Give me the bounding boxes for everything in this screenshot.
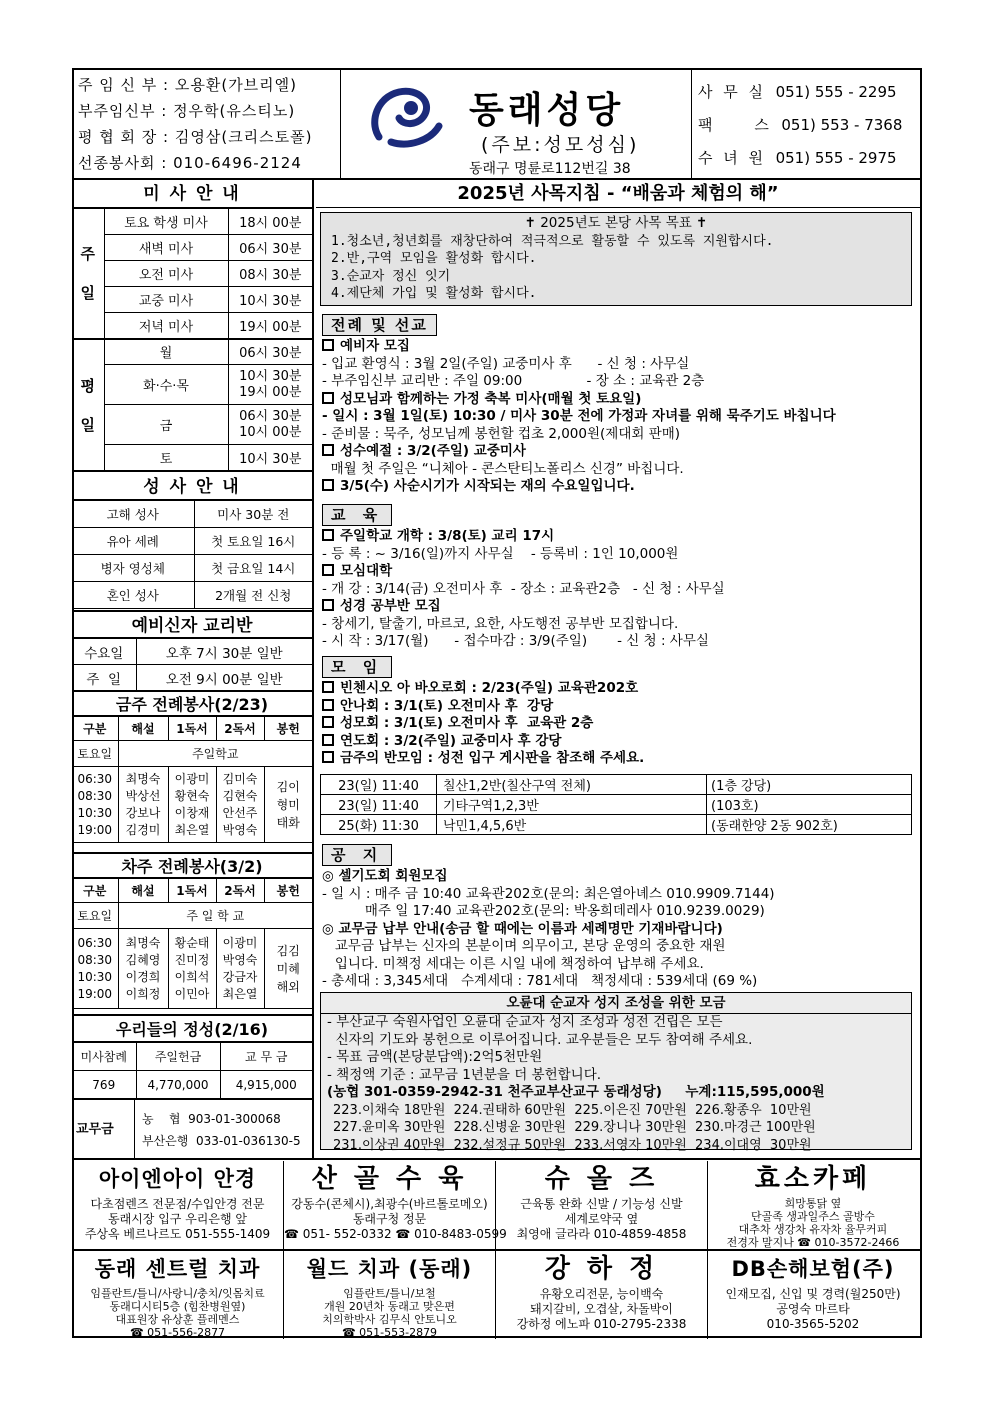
checkbox-square-icon <box>322 699 334 711</box>
first-readers: 황순태 진미정 이희석 이민아 <box>168 929 216 1009</box>
convent-phone: 051) 555 - 2975 <box>775 149 897 167</box>
checkbox-square-icon <box>322 444 334 456</box>
notice-line: 교무금 납부는 신자의 본분이며 의무이고, 본당 운영의 중요한 재원 <box>322 938 726 954</box>
mass-day: 화·수·목 <box>104 365 228 405</box>
bank-account: 부산은행 033-01-036130-5 <box>142 1134 301 1148</box>
sunday-offering: 4,770,000 <box>136 1071 220 1099</box>
offering-table <box>72 1042 312 1099</box>
council-name: 김영삼(크리스토폴) <box>174 128 313 146</box>
notice-line: - 시 작 : 3/17(월) - 접수마감 : 3/9(주일) - 신 청 : 사무실 <box>322 633 709 649</box>
notice-heading <box>322 443 836 461</box>
notice-heading-text: 주일학교 개학 : 3/8(토) 교리 17시 <box>340 528 555 544</box>
donor-line: 223.이채숙 18만원 224.권태하 60만원 225.이은진 70만원 226.황종우 10만원 <box>333 1102 812 1118</box>
header <box>72 68 922 180</box>
notice-heading <box>322 680 644 698</box>
fund-line: 신자의 기도와 봉헌으로 이루어집니다. 교우분들은 모두 참여해 주세요. <box>327 1031 753 1048</box>
section-tag: 모 임 <box>322 656 392 678</box>
checkbox-square-icon <box>322 681 334 693</box>
catechumen-table <box>72 638 312 691</box>
notice-line: - 창세기, 탈출기, 마르코, 요한, 사도행전 공부반 모집합니다. <box>322 615 679 632</box>
sat-label: 토요일 <box>72 741 118 767</box>
notice-line: - 등 록 : ~ 3/16(일)까지 사무실 - 등록비 : 1인 10,000원 <box>322 545 679 562</box>
notice-line: - 부주임신부 교리반 : 주일 09:00 - 장 소 : 교육관 2층 <box>322 373 705 389</box>
ad-line: 단골족 생과일주스 골방수 <box>751 1210 875 1223</box>
col-header: 주일헌금 <box>136 1043 220 1071</box>
convent-label: 수 녀 원 <box>698 149 767 167</box>
offertory: 김김 미혜 해외 <box>264 929 312 1009</box>
notice-heading <box>322 750 644 768</box>
service-this-week-table <box>72 716 312 843</box>
meet-groups: 기타구역1,2,3반 <box>437 795 707 815</box>
attendance-count: 769 <box>72 1071 136 1099</box>
notice-heading-text: 빈첸시오 아 바오로회 : 2/23(주일) 교육관202호 <box>340 680 639 696</box>
mass-name: 저녁 미사 <box>104 313 228 339</box>
commentators: 최명숙 김혜영 이경희 이희정 <box>118 929 168 1009</box>
ad-line: 동래시장 입구 우리은행 앞 <box>108 1212 247 1226</box>
sacrament-table <box>72 500 312 609</box>
notice-line: - 일 시 : 매주 금 10:40 교육관202호(문의: 최은열아녜스 010.9909.7144) <box>322 885 775 902</box>
left-column <box>72 180 314 1158</box>
notice-heading-text: 성경 공부반 모집 <box>340 598 441 614</box>
notice-line: 매월 첫 주일은 “니체아 - 콘스탄티노폴리스 신경” 바칩니다. <box>322 460 684 477</box>
col-header: 해설 <box>118 717 168 741</box>
ad-block <box>708 1161 918 1249</box>
sat-value: 주 일 학 교 <box>118 903 312 929</box>
offering-title: 우리들의 정성(2/16) <box>72 1014 312 1042</box>
header-left <box>78 72 338 176</box>
ad-title: 월드 치과 (동래) <box>306 1257 473 1281</box>
main-title: 2025년 사목지침 - “배움과 체험의 해” <box>316 180 920 208</box>
ad-line: 강하정 에노파 010-2795-2338 <box>516 1317 687 1331</box>
mass-day: 금 <box>104 405 228 445</box>
notice-heading-text: 연도회 : 3/2(주일) 교중미사 후 강당 <box>340 732 562 749</box>
ad-block <box>496 1161 708 1249</box>
notice-line: 매주 일 17:40 교육관202호(문의: 박옹희데레사 010.9239.0029) <box>322 903 765 919</box>
checkbox-square-icon <box>322 751 334 763</box>
notice-heading <box>322 478 836 496</box>
first-readers: 이광미 황현숙 이창재 최은열 <box>168 767 216 843</box>
notice-heading-text: 성모님과 함께하는 가정 축복 미사(매월 첫 토요일) <box>340 390 642 407</box>
checkbox-square-icon <box>322 479 334 491</box>
ad-line: 전경자 말지나 ☎ 010-3572-2466 <box>726 1236 900 1249</box>
col-header: 1독서 <box>168 879 216 903</box>
checkbox-square-icon <box>322 734 334 746</box>
ad-title: 아이엔아이 안경 <box>98 1167 257 1191</box>
section-tag: 교 육 <box>322 504 392 526</box>
ad-title: 강 하 정 <box>544 1254 659 1284</box>
notice-heading-text: 모심대학 <box>340 563 393 579</box>
ad-line: 공영숙 마르타 <box>776 1302 850 1316</box>
class-day: 수요일 <box>72 639 136 665</box>
council-label: 평 협 회 장 : <box>78 128 170 146</box>
header-right <box>698 76 918 175</box>
mass-table <box>72 208 312 471</box>
ad-line: 대표원장 유상훈 플레멘스 <box>115 1313 240 1326</box>
service-times: 06:30 08:30 10:30 19:00 <box>72 929 118 1009</box>
ad-title: 슈 올 즈 <box>544 1164 659 1194</box>
bank-account: 농 협 903-01-300068 <box>142 1112 281 1126</box>
offertory: 김이 형미 태화 <box>264 767 312 843</box>
funeral-phone: 010-6496-2124 <box>173 154 302 172</box>
col-header: 봉헌 <box>264 717 312 741</box>
ad-line: 돼지갈비, 오겹살, 차돌박이 <box>530 1302 673 1316</box>
sat-label: 토요일 <box>72 903 118 929</box>
col-header: 구분 <box>72 717 118 741</box>
mary-logo-icon <box>369 82 445 152</box>
checkbox-square-icon <box>322 339 334 351</box>
sacrament-time: 첫 금요일 14시 <box>194 555 312 582</box>
commentators: 최명숙 박상선 강보나 김경미 <box>118 767 168 843</box>
ad-block <box>708 1251 918 1339</box>
mass-time: 19시 00분 <box>228 313 312 339</box>
main-column <box>316 180 920 1158</box>
ad-line: 인재모집, 신입 및 경력(월250만) <box>725 1287 901 1301</box>
checkbox-square-icon <box>322 529 334 541</box>
checkbox-square-icon <box>322 599 334 611</box>
notice-line: ◎ 셀기도회 회원모집 <box>322 868 448 884</box>
ad-title: 동래 센트럴 치과 <box>94 1257 261 1281</box>
mass-time: 06시 30분 <box>228 235 312 261</box>
section-tag: 공 지 <box>322 844 392 866</box>
ad-block <box>72 1251 284 1339</box>
service-times: 06:30 08:30 10:30 19:00 <box>72 767 118 843</box>
ad-line: 다초점렌즈 전문점/수입안경 전문 <box>90 1197 265 1211</box>
sacrament-time: 2개월 전 신청 <box>194 582 312 609</box>
ad-line: 근육통 완화 신발 / 기능성 신발 <box>520 1197 683 1211</box>
ad-block <box>72 1161 284 1249</box>
second-readers: 김미숙 김현숙 안선주 박영숙 <box>216 767 264 843</box>
sacrament-name: 병자 영성체 <box>72 555 194 582</box>
goal-box <box>320 212 912 306</box>
mass-name: 새벽 미사 <box>104 235 228 261</box>
tithe-amount: 4,915,000 <box>220 1071 312 1099</box>
goal-item: 4.제단체 가입 및 활성화 합시다. <box>331 286 537 301</box>
mass-time: 10시 30분 19시 00분 <box>228 365 312 405</box>
notice-heading <box>322 338 836 356</box>
checkbox-square-icon <box>322 716 334 728</box>
ad-line: 강동수(콘체시),최광수(바르톨로메오) <box>291 1197 488 1211</box>
ads-area <box>72 1158 922 1338</box>
office-label: 사 무 실 <box>698 83 767 101</box>
mass-name: 토요 학생 미사 <box>104 209 228 235</box>
sunday-label: 주 일 <box>72 209 104 339</box>
mass-time: 18시 00분 <box>228 209 312 235</box>
meet-time: 25(화) 11:30 <box>321 815 437 835</box>
tithe-accounts <box>72 1098 312 1156</box>
meet-place: (103호) <box>707 795 912 815</box>
weekday-label: 평 일 <box>72 339 104 471</box>
catechumen-title: 예비신자 교리반 <box>72 610 312 638</box>
ad-block <box>284 1161 507 1249</box>
ad-line: 임플란트/틀니/보철 <box>343 1287 436 1300</box>
section-education <box>322 504 725 651</box>
class-time: 오후 7시 30분 일반 <box>136 639 312 665</box>
donor-line: 231.이상권 40만원 232.설정규 50만원 233.서영자 10만원 234.이대영 30만원 <box>333 1137 812 1153</box>
sacrament-name: 유아 세례 <box>72 528 194 555</box>
mass-name: 교중 미사 <box>104 287 228 313</box>
ad-line: 유황오리전문, 능이백숙 <box>539 1287 664 1301</box>
ad-line: 동래디시티5층 (힘찬병원옆) <box>109 1300 246 1313</box>
section-liturgy <box>322 314 836 496</box>
class-day: 주 일 <box>72 665 136 691</box>
col-header: 1독서 <box>168 717 216 741</box>
ad-title: DB손해보험(주) <box>731 1257 895 1281</box>
mass-name: 오전 미사 <box>104 261 228 287</box>
service-next-week-title: 차주 전례봉사(3/2) <box>72 852 312 878</box>
col-header: 2독서 <box>216 879 264 903</box>
notice-heading <box>322 733 644 751</box>
pastor-name: 오용환(가브리엘) <box>174 76 298 94</box>
notice-heading <box>322 391 836 409</box>
fund-line: - 부산교구 숙원사업인 오륜대 순교자 성지 조성과 성전 건립은 모든 <box>327 1014 723 1030</box>
ad-line: 주상옥 베르나르도 051-555-1409 <box>84 1227 271 1241</box>
meet-place: (1층 강당) <box>707 775 912 795</box>
notice-heading-text: 금주의 반모임 : 성전 입구 게시판을 참조해 주세요. <box>340 750 645 766</box>
mass-time: 10시 30분 <box>228 445 312 471</box>
goal-item: 2.반,구역 모임을 활성화 합시다. <box>331 251 537 266</box>
meet-time: 23(일) 11:40 <box>321 795 437 815</box>
group-meeting-table <box>320 774 912 835</box>
notice-line: - 입교 환영식 : 3월 2일(주일) 교중미사 후 - 신 청 : 사무실 <box>322 355 690 372</box>
notice-heading-text: 예비자 모집 <box>340 338 410 354</box>
meet-time: 23(일) 11:40 <box>321 775 437 795</box>
ad-block <box>284 1251 496 1339</box>
notice-heading <box>322 528 725 546</box>
parish-subtitle: (주보:성모성심) <box>481 134 640 156</box>
donor-line: 227.윤미옥 30만원 228.신병윤 30만원 229.장니나 30만원 230.마경근 100만원 <box>333 1120 816 1135</box>
mass-time: 06시 30분 10시 00분 <box>228 405 312 445</box>
checkbox-square-icon <box>322 564 334 576</box>
notice-heading <box>322 563 725 581</box>
mass-day: 월 <box>104 339 228 365</box>
fund-line: - 목표 금액(본당분담액):2억5천만원 <box>327 1049 543 1065</box>
notice-line: - 개 강 : 3/14(금) 오전미사 후 - 장소 : 교육관2층 - 신 청 : 사무실 <box>322 580 725 597</box>
mass-day: 토 <box>104 445 228 471</box>
ad-title: 산 골 수 육 <box>311 1164 468 1194</box>
ad-line: 개원 20년차 동래고 맞은편 <box>324 1300 455 1313</box>
assoc-pastor-label: 부주임신부 : <box>78 102 168 120</box>
section-tag: 전례 및 선교 <box>322 314 437 336</box>
fax-phone: 051) 553 - 7368 <box>781 116 903 134</box>
sat-value: 주일학교 <box>118 741 312 767</box>
notice-line: - 일시 : 3월 1일(토) 10:30 / 미사 30분 전에 가정과 자녀를 위해 묵주기도 바칩니다 <box>322 408 836 424</box>
pastor-label: 주 임 신 부 : <box>78 76 170 94</box>
ad-line: ☎ 051- 552-0332 ☎ 010-8483-0599 <box>284 1227 507 1241</box>
sacrament-name: 혼인 성사 <box>72 582 194 609</box>
fund-line: - 책정액 기준 : 교무금 1년분을 더 봉헌합니다. <box>327 1066 602 1083</box>
office-phone: 051) 555 - 2295 <box>775 83 897 101</box>
sacrament-name: 고해 성사 <box>72 501 194 528</box>
funeral-label: 선종봉사회 : <box>78 154 168 172</box>
section-meeting <box>322 656 644 768</box>
fund-box <box>320 992 912 1153</box>
ad-line: 임플란트/틀니/사랑니/충치/잇몸치료 <box>90 1287 265 1300</box>
fax-label: 팩 스 <box>698 116 772 134</box>
parish-title: 동래성당 <box>469 90 625 131</box>
ad-line: 대추차 생강차 유자차 율무커피 <box>738 1223 888 1236</box>
ad-line: 최영애 글라라 010-4859-4858 <box>516 1227 687 1241</box>
goal-item: 1.청소년,청년회를 재창단하여 적극적으로 활동할 수 있도록 지원합시다. <box>331 233 774 249</box>
service-this-week-title: 금주 전례봉사(2/23) <box>72 690 312 716</box>
mass-title: 미 사 안 내 <box>72 180 312 208</box>
notice-heading <box>322 715 644 733</box>
ad-block <box>496 1251 708 1339</box>
col-header: 2독서 <box>216 717 264 741</box>
col-header: 미사참례 <box>72 1043 136 1071</box>
checkbox-square-icon <box>322 392 334 404</box>
notice-heading-text: 성수예절 : 3/2(주일) 교중미사 <box>340 443 526 459</box>
notice-line: - 총세대 : 3,345세대 수계세대 : 781세대 책정세대 : 539세대 (69 %) <box>322 973 758 989</box>
notice-heading <box>322 598 725 616</box>
meet-groups: 칠산1,2반(칠산구역 전체) <box>437 775 707 795</box>
ad-line: ☎ 051-553-2879 <box>341 1326 438 1339</box>
notice-line: 입니다. 미책정 세대는 이른 시일 내에 책정하여 납부해 주세요. <box>322 955 704 972</box>
notice-heading-text: 안나회 : 3/1(토) 오전미사 후 강당 <box>340 697 554 714</box>
col-header: 봉헌 <box>264 879 312 903</box>
ad-line: ☎ 051-556-2877 <box>129 1326 226 1339</box>
mass-time: 08시 30분 <box>228 261 312 287</box>
col-header: 해설 <box>118 879 168 903</box>
ad-line: 세계로약국 옆 <box>564 1212 639 1226</box>
service-next-week-table <box>72 878 312 1009</box>
assoc-pastor-name: 정우학(유스티노) <box>173 102 296 120</box>
notice-heading-text: 성모회 : 3/1(토) 오전미사 후 교육관 2층 <box>340 715 594 731</box>
ad-line: 동래구청 정문 <box>352 1212 427 1226</box>
notice-line: ◎ 교무금 납부 안내(송금 할 때에는 이름과 세례명만 기재바랍니다) <box>322 920 723 937</box>
mass-time: 06시 30분 <box>228 339 312 365</box>
goal-item: 3.순교자 정신 잇기 <box>331 268 451 284</box>
ad-line: 희망통닭 옆 <box>784 1197 842 1210</box>
sacrament-title: 성 사 안 내 <box>72 470 312 500</box>
ad-line: 치의학박사 김무식 안토니오 <box>322 1313 457 1326</box>
second-readers: 이광미 박영숙 강금자 최은열 <box>216 929 264 1009</box>
meet-groups: 낙민1,4,5,6반 <box>437 815 707 835</box>
sacrament-time: 미사 30분 전 <box>194 501 312 528</box>
mass-time: 10시 30분 <box>228 287 312 313</box>
notice-heading-text: 3/5(수) 사순시기가 시작되는 재의 수요일입니다. <box>340 478 635 494</box>
col-header: 구분 <box>72 879 118 903</box>
goal-title: ✝ 2025년도 본당 사목 목표 ✝ <box>524 215 708 231</box>
section-notice <box>322 844 775 991</box>
class-time: 오전 9시 00분 일반 <box>136 665 312 691</box>
ad-line: 010-3565-5202 <box>766 1317 860 1331</box>
fund-title: 오륜대 순교자 성지 조성을 위한 모금 <box>321 993 911 1014</box>
parish-address: 동래구 명륜로112번길 38 <box>469 161 631 177</box>
tithe-label: 교무금 <box>76 1122 114 1137</box>
col-header: 교 무 금 <box>220 1043 312 1071</box>
meet-place: (동래한양 2동 902호) <box>707 815 912 835</box>
ad-title: 효소카페 <box>754 1164 872 1194</box>
header-center <box>340 68 692 178</box>
sacrament-time: 첫 토요일 16시 <box>194 528 312 555</box>
fund-account: (농협 301-0359-2942-31 천주교부산교구 동래성당) 누계:115,595,000원 <box>327 1084 825 1100</box>
notice-heading <box>322 698 644 716</box>
notice-line: - 준비물 : 묵주, 성모님께 봉헌할 컵초 2,000원(제대회 판매) <box>322 425 681 442</box>
